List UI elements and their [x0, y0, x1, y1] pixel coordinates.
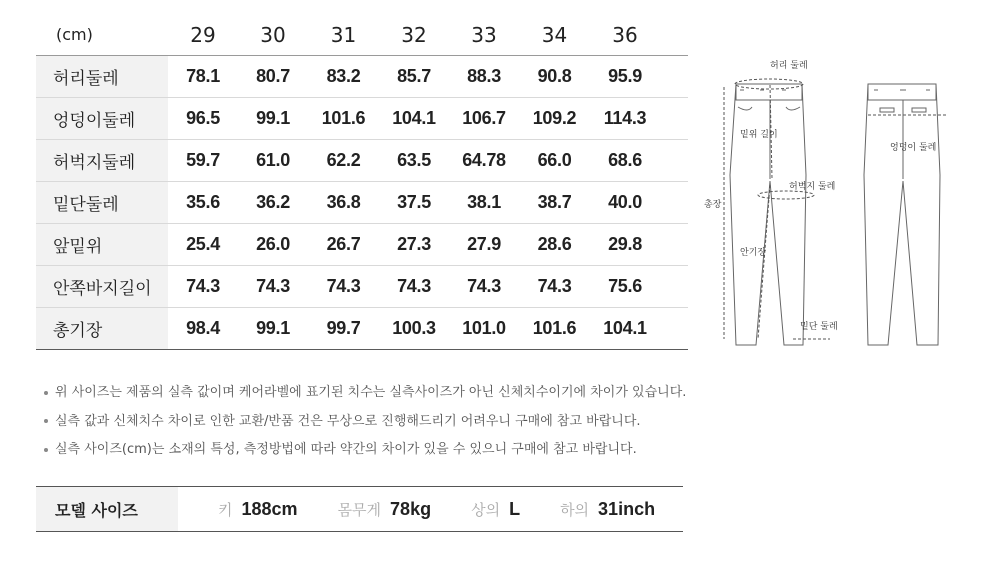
- measurement-value: 101.6: [308, 98, 379, 140]
- measurement-value: 64.78: [449, 140, 519, 182]
- size-header: 33: [449, 14, 519, 56]
- measurement-value: 83.2: [308, 56, 379, 98]
- model-top-size: [471, 499, 520, 520]
- pants-front-illustration: [730, 84, 806, 345]
- size-header: 36: [590, 14, 660, 56]
- measurement-value: 74.3: [519, 266, 590, 308]
- measurement-value: 26.7: [308, 224, 379, 266]
- measurement-value: 74.3: [449, 266, 519, 308]
- measurement-value: 35.6: [168, 182, 238, 224]
- measurement-value: 36.8: [308, 182, 379, 224]
- model-height: [218, 499, 298, 520]
- pants-measurement-diagram: [700, 55, 970, 355]
- measurement-value: 28.6: [519, 224, 590, 266]
- measurement-value: 38.7: [519, 182, 590, 224]
- size-row: [36, 56, 688, 98]
- size-header: 30: [238, 14, 308, 56]
- measurement-value: 37.5: [379, 182, 449, 224]
- unit-label: (cm): [36, 14, 168, 56]
- model-stat-key: 하의: [560, 500, 590, 519]
- measurement-value: 98.4: [168, 308, 238, 350]
- size-header: 34: [519, 14, 590, 56]
- measurement-value: 85.7: [379, 56, 449, 98]
- measurement-value: 114.3: [590, 98, 660, 140]
- measurement-value: 96.5: [168, 98, 238, 140]
- note-item: 실측 사이즈(cm)는 소재의 특성, 측정방법에 따라 약간의 차이가 있을 수 있으니 구매에 참고 바랍니다.: [44, 436, 686, 465]
- model-stat-key: 키: [218, 500, 233, 519]
- measurement-value: 104.1: [590, 308, 660, 350]
- measurement-value: 29.8: [590, 224, 660, 266]
- measurement-value: 78.1: [168, 56, 238, 98]
- size-header-row: [36, 14, 688, 56]
- model-bottom-size: [560, 499, 655, 520]
- total-length-label: 총장: [704, 200, 722, 210]
- thigh-label: 허벅지 둘레: [789, 182, 836, 192]
- model-stat-key: 상의: [471, 500, 501, 519]
- measurement-value: 95.9: [590, 56, 660, 98]
- size-row: [36, 182, 688, 224]
- measurement-value: 40.0: [590, 182, 660, 224]
- measurement-value: 27.3: [379, 224, 449, 266]
- pants-back-illustration: [864, 84, 940, 345]
- model-size-label: 모델 사이즈: [36, 487, 178, 531]
- size-row: [36, 224, 688, 266]
- measurement-value: 99.7: [308, 308, 379, 350]
- model-stat-value: 78kg: [390, 498, 432, 519]
- measurement-value: 62.2: [308, 140, 379, 182]
- measurement-value: 74.3: [308, 266, 379, 308]
- measurement-label: 안쪽바지길이: [36, 266, 168, 308]
- note-item: 위 사이즈는 제품의 실측 값이며 케어라벨에 표기된 치수는 실측사이즈가 아닌 신체치수이기에 차이가 있습니다.: [44, 379, 686, 408]
- measurement-value: 101.0: [449, 308, 519, 350]
- model-weight: [338, 499, 432, 520]
- waist-label: 허리 둘레: [770, 61, 808, 71]
- measurement-label: 총기장: [36, 308, 168, 350]
- model-stat-value: L: [509, 498, 521, 519]
- size-header: 32: [379, 14, 449, 56]
- measurement-value: 100.3: [379, 308, 449, 350]
- size-row: [36, 308, 688, 350]
- measurement-value: 74.3: [379, 266, 449, 308]
- model-stat-value: 188cm: [241, 498, 298, 519]
- note-item: 실측 값과 신체치수 차이로 인한 교환/반품 건은 무상으로 진행해드리기 어려우니 구매에 참고 바랍니다.: [44, 408, 686, 437]
- measurement-value: 59.7: [168, 140, 238, 182]
- measurement-value: 25.4: [168, 224, 238, 266]
- hem-label: 밑단 둘레: [800, 322, 838, 332]
- size-row: [36, 140, 688, 182]
- measurement-value: 63.5: [379, 140, 449, 182]
- measurement-value: 106.7: [449, 98, 519, 140]
- measurement-value: 88.3: [449, 56, 519, 98]
- measurement-value: 109.2: [519, 98, 590, 140]
- measurement-value: 61.0: [238, 140, 308, 182]
- measurement-value: 74.3: [238, 266, 308, 308]
- measurement-label: 엉덩이둘레: [36, 98, 168, 140]
- measurement-value: 27.9: [449, 224, 519, 266]
- model-size-bar: [36, 486, 683, 532]
- measurement-label: 허벅지둘레: [36, 140, 168, 182]
- hip-label: 엉덩이 둘레: [890, 143, 937, 153]
- size-row: [36, 98, 688, 140]
- measurement-value: 80.7: [238, 56, 308, 98]
- measurement-value: 38.1: [449, 182, 519, 224]
- size-header: 29: [168, 14, 238, 56]
- measurement-value: 90.8: [519, 56, 590, 98]
- measurement-label: 허리둘레: [36, 56, 168, 98]
- model-stat-value: 31inch: [598, 498, 656, 519]
- measurement-value: 104.1: [379, 98, 449, 140]
- measurement-value: 99.1: [238, 98, 308, 140]
- size-header: 31: [308, 14, 379, 56]
- measurement-value: 66.0: [519, 140, 590, 182]
- measurement-value: 101.6: [519, 308, 590, 350]
- measurement-value: 75.6: [590, 266, 660, 308]
- measurement-value: 74.3: [168, 266, 238, 308]
- rise-label: 밑위 길이: [740, 130, 778, 140]
- size-row: [36, 266, 688, 308]
- size-chart-table: [36, 14, 688, 350]
- measurement-value: 68.6: [590, 140, 660, 182]
- measurement-label: 앞밑위: [36, 224, 168, 266]
- model-stat-key: 몸무게: [337, 500, 382, 519]
- measurement-value: 99.1: [238, 308, 308, 350]
- measurement-notes: [44, 379, 686, 465]
- measurement-value: 36.2: [238, 182, 308, 224]
- measurement-label: 밑단둘레: [36, 182, 168, 224]
- inseam-label: 안기장: [740, 248, 767, 258]
- measurement-value: 26.0: [238, 224, 308, 266]
